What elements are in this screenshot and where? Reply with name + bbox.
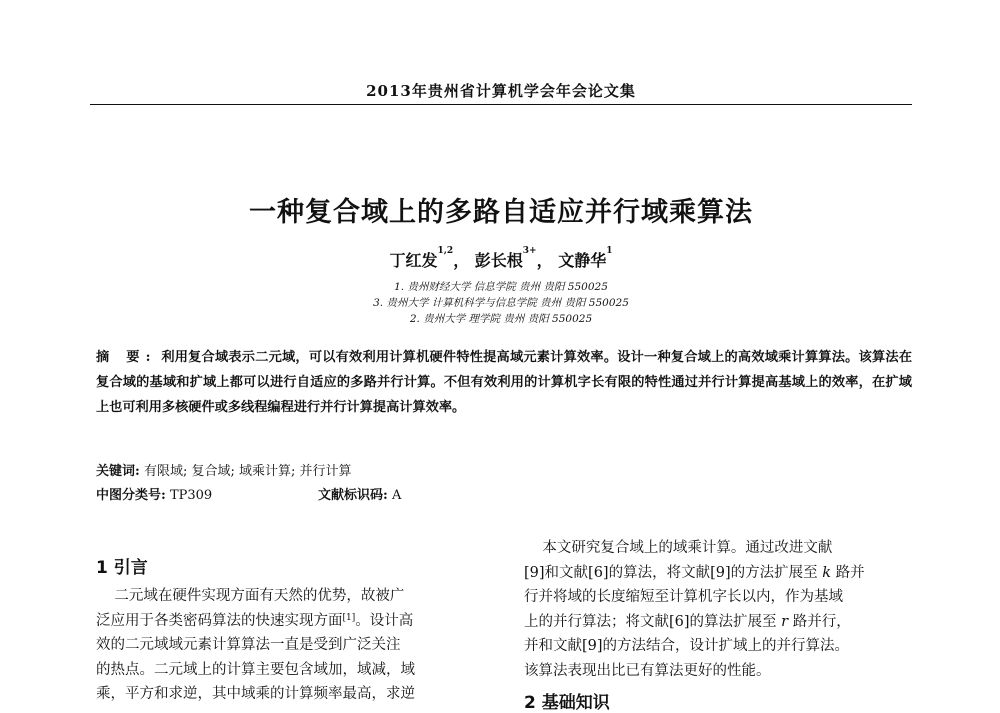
author-name: 彭长根 [474,251,523,270]
paper-title: 一种复合域上的多路自适应并行域乘算法 [249,197,753,228]
text-fragment: 路并行， [788,613,851,630]
text-line: 本文研究复合域上的域乘计算。通过改进文献 [524,540,833,556]
author-name: 丁红发 [389,251,438,270]
author-name: 文静华 [558,251,607,270]
keywords-text: 有限域; 复合域; 域乘计算; 并行计算 [143,464,352,479]
text-fragment: [9]和文献[6]的算法，将文献[9]的方法扩展至 [524,564,823,581]
text-fragment: 上的并行算法；将文献[6]的算法扩展至 [524,613,782,630]
classification-label: 中图分类号: [96,488,166,503]
text-line [524,610,914,635]
text-line: 的热点。二元域上的计算主要包含域加，域减，域 [96,661,415,678]
author-affil-mark: 1,2 [437,246,454,256]
header-rule [90,104,912,105]
text-line: 二元域在硬件实现方面有天然的优势，故被广 [96,588,405,604]
text-line: 行并将域的长度缩短至计算机字长以内，作为基域 [524,589,843,605]
running-head: 2013年贵州省计算机学会年会论文集 [366,82,636,100]
text-fragment: 泛应用于各类密码算法的快速实现方面 [96,612,343,629]
text-line: 并和文献[9]的方法结合，设计扩域上的并行算法。 [524,638,850,654]
keywords [96,461,912,483]
document-code-value: A [391,488,402,503]
author-list [90,248,912,271]
section-heading-basics: 2 基础知识 [524,693,610,713]
classification-value: TP309 [169,488,213,503]
text-line: 效的二元域域元素计算算法一直是受到广泛关注 [96,637,401,653]
keywords-label: 关键词: [96,464,140,479]
text-line [524,561,914,586]
abstract-label: 摘 要: [96,350,157,365]
text-line [96,609,492,634]
classification-number [96,485,212,507]
affiliation: 3. 贵州大学 计算机科学与信息学院 贵州 贵阳 550025 [373,297,629,309]
citation-mark: [1] [342,612,356,623]
text-line: 该算法表现出比已有算法更好的性能。 [524,662,771,679]
author-sep: ， [453,251,470,270]
right-column-text [524,536,914,683]
section-heading-introduction: 1 引言 [96,558,148,578]
abstract-text: 利用复合域表示二元域，可以有效利用计算机硬件特性提高域元素计算效率。设计一种复合域上的高效域乘计算算法。该算法在复合域的基域和扩域上都可以进行自适应的多路并行计算。不但有效利用的计算机字长有限的特性通过并行计算提高基域上的效率，在扩域上也可利用多核硬件或多线程编程进行并行计算提高计算效率。 [96,350,912,415]
variable-r: r [781,613,789,630]
author-sep: ， [536,251,553,270]
affiliation: 1. 贵州财经大学 信息学院 贵州 贵阳 550025 [394,281,608,293]
text-line: 乘，平方和求逆，其中域乘的计算频率最高，求逆 [96,686,415,702]
text-fragment: 。设计高 [355,612,414,629]
affiliation-list [90,279,912,327]
document-code [318,485,401,507]
author-affil-mark: 3+ [522,246,537,256]
abstract [96,345,912,420]
left-column-text [96,584,492,707]
variable-k: k [822,564,832,581]
document-code-label: 文献标识码: [318,488,388,503]
affiliation: 2. 贵州大学 理学院 贵州 贵阳 550025 [409,313,593,325]
text-fragment: 路并 [831,564,865,581]
author-affil-mark: 1 [606,246,613,256]
